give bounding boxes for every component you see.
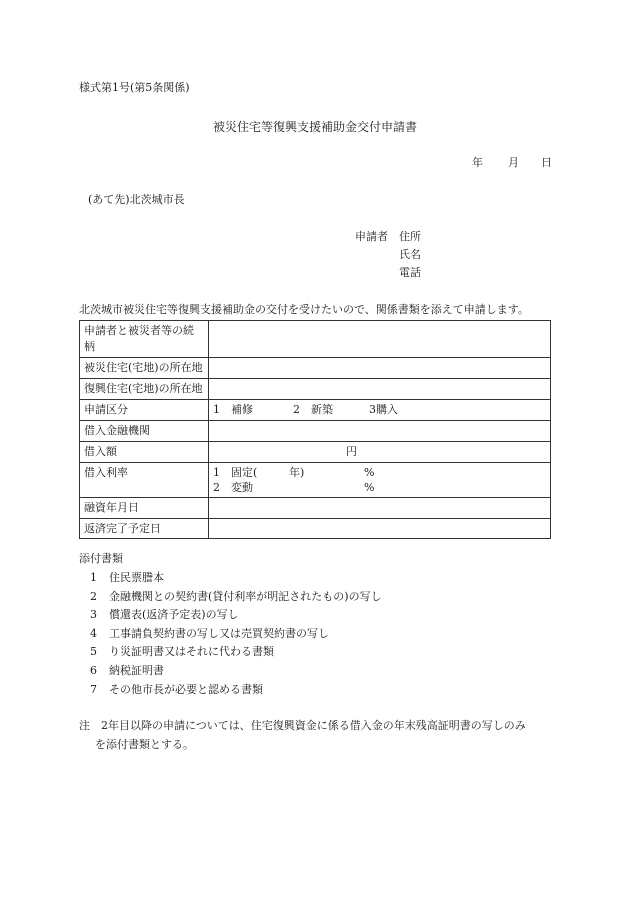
attachments-heading: 添付書類 [79,552,123,565]
attachment-number: 3 [90,608,97,621]
table-row-relationship [80,321,551,358]
attachment-number: 2 [90,590,97,603]
application-type-options [209,399,551,420]
interest-fixed-years-label: 年) [289,465,305,479]
note-line-2: を添付書類とする。 [95,738,194,751]
table-row-application-type [80,399,551,420]
applicant-name-label: 氏名 [399,248,421,261]
attachment-text: 金融機関との契約書(貸付利率が明記されたもの)の写し [109,590,382,603]
attachment-text: 工事請負契約書の写し又は売買契約書の写し [109,627,329,640]
table-row-damaged-location [80,357,551,378]
interest-rate-label: 借入利率 [80,462,209,497]
page-title: 被災住宅等復興支援補助金交付申請書 [212,120,417,134]
repayment-date-value[interactable] [209,518,551,539]
application-type-option-purchase[interactable]: 3購入 [369,402,398,416]
lender-value[interactable] [209,420,551,441]
lender-label: 借入金融機関 [80,420,209,441]
interest-rate-options [209,462,551,497]
interest-variable-option[interactable]: 2 変動 [213,480,253,494]
attachment-number: 7 [90,683,97,696]
rebuild-location-label: 復興住宅(宅地)の所在地 [80,378,209,399]
attachment-text: 償還表(返済予定表)の写し [109,608,239,621]
interest-fixed-option[interactable]: 1 固定( [213,465,258,479]
attachment-number: 5 [90,645,97,658]
loan-amount-label: 借入額 [80,441,209,462]
date-month-label: 月 [508,156,519,169]
table-row-rebuild-location [80,378,551,399]
financing-date-label: 融資年月日 [80,497,209,518]
application-type-option-repair[interactable]: 1 補修 [213,402,253,416]
repayment-date-label: 返済完了予定日 [80,518,209,539]
damaged-location-label: 被災住宅(宅地)の所在地 [80,357,209,378]
attachment-text: り災証明書又はそれに代わる書類 [109,645,274,658]
attachment-text: 納税証明書 [109,664,164,677]
table-row-lender [80,420,551,441]
table-row-repayment-date [80,518,551,539]
applicant-phone-label: 電話 [399,266,421,279]
attachment-text: その他市長が必要と認める書類 [109,683,263,696]
attachment-number: 1 [90,571,97,584]
date-day-label: 日 [541,156,552,169]
applicant-address-label: 住所 [399,230,421,243]
attachment-text: 住民票謄本 [109,571,164,584]
note-line-1: 注 2年目以降の申請については、住宅復興資金に係る借入金の年末残高証明書の写しのみ [79,719,526,732]
application-table [79,320,551,539]
applicant-label: 申請者 [355,230,388,243]
table-row-interest-rate [80,462,551,497]
application-type-label: 申請区分 [80,399,209,420]
interest-fixed-percent-unit: % [364,465,375,479]
damaged-location-value[interactable] [209,357,551,378]
loan-amount-value[interactable] [209,441,551,462]
relationship-value[interactable] [209,321,551,358]
table-row-loan-amount [80,441,551,462]
rebuild-location-value[interactable] [209,378,551,399]
financing-date-value[interactable] [209,497,551,518]
intro-text: 北茨城市被災住宅等復興支援補助金の交付を受けたいので、関係書類を添えて申請します。 [79,303,529,316]
table-row-financing-date [80,497,551,518]
form-number: 様式第1号(第5条関係) [79,81,190,94]
loan-amount-unit: 円 [346,444,357,458]
attachment-number: 4 [90,627,97,640]
date-year-label: 年 [472,156,483,169]
attachment-number: 6 [90,664,97,677]
interest-variable-percent-unit: % [364,480,375,494]
application-type-option-new-build[interactable]: 2 新築 [293,402,333,416]
relationship-label: 申請者と被災者等の続柄 [80,321,209,358]
addressee: (あて先)北茨城市長 [88,193,185,206]
